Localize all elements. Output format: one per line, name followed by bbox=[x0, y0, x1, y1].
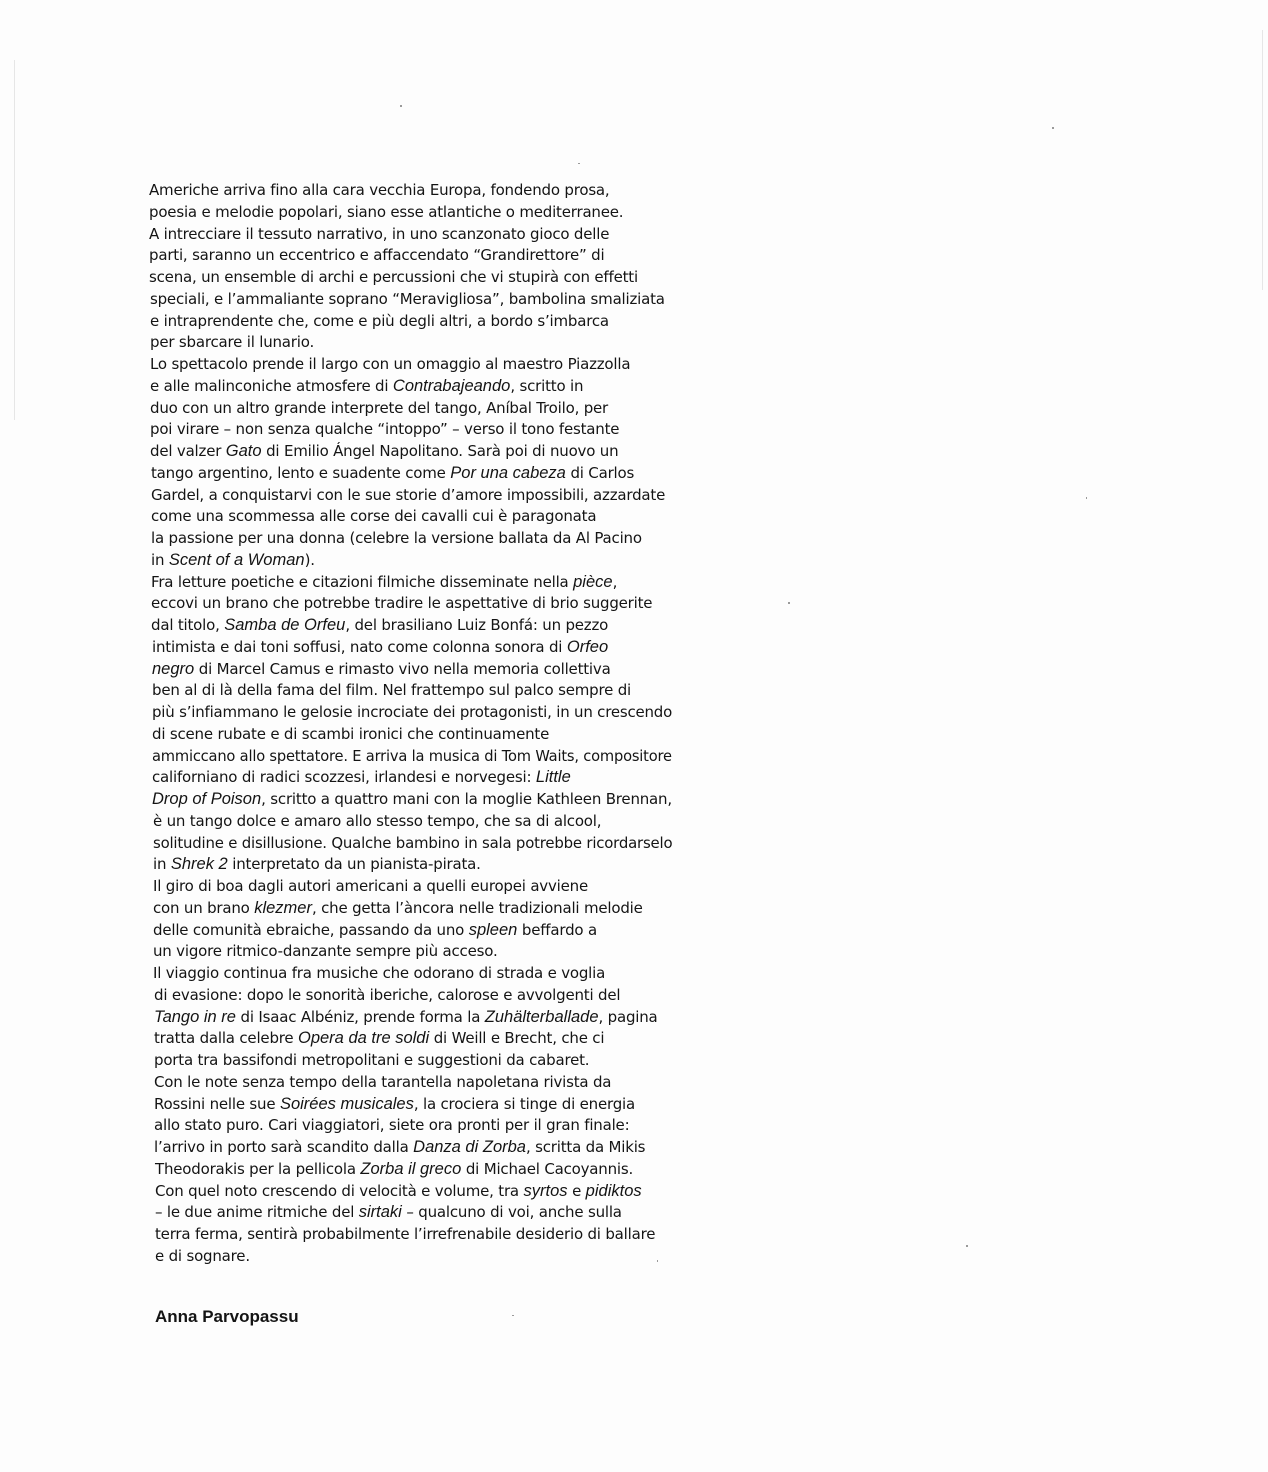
text-run: terra ferma, sentirà probabilmente l’irrefrenabile desiderio di ballare bbox=[155, 1225, 656, 1243]
text-run: di evasione: dopo le sonorità iberiche, calorose e avvolgenti del bbox=[154, 985, 621, 1004]
text-run: Fra letture poetiche e citazioni filmiche disseminate nella bbox=[151, 572, 574, 591]
text-run: tratta dalla celebre bbox=[154, 1029, 298, 1048]
italic-title: Scent of a Woman bbox=[168, 550, 305, 569]
text-run: e di sognare. bbox=[155, 1246, 250, 1265]
text-run: Lo spettacolo prende il largo con un omaggio al maestro Piazzolla bbox=[150, 355, 631, 373]
text-run: – le due anime ritmiche del bbox=[155, 1203, 359, 1222]
italic-title: Por una cabeza bbox=[450, 463, 566, 482]
text-run: in bbox=[151, 550, 169, 569]
text-run: Rossini nelle sue bbox=[154, 1094, 280, 1113]
text-line bbox=[150, 375, 583, 397]
italic-title: spleen bbox=[468, 920, 518, 939]
text-line bbox=[153, 810, 601, 832]
text-run: beffardo a bbox=[517, 920, 597, 939]
text-run: parti, saranno un eccentrico e affaccendato “Grandirettore” di bbox=[149, 246, 605, 265]
text-line bbox=[151, 571, 617, 593]
text-run: solitudine e disillusione. Qualche bambino in sala potrebbe ricordarselo bbox=[153, 833, 673, 852]
text-line bbox=[149, 266, 638, 288]
text-line bbox=[152, 658, 611, 680]
scan-speck bbox=[788, 602, 790, 604]
italic-title: klezmer bbox=[254, 898, 312, 917]
text-run: Gardel, a conquistarvi con le sue storie d’amore impossibili, azzardate bbox=[151, 485, 666, 504]
text-run: di Emilio Ángel Napolitano. Sarà poi di nuovo un bbox=[261, 442, 619, 460]
text-run: eccovi un brano che potrebbe tradire le aspettative di brio suggerite bbox=[151, 594, 653, 613]
text-run: poesia e melodie popolari, siano esse atlantiche o mediterranee. bbox=[149, 202, 624, 221]
italic-title: pièce bbox=[573, 572, 613, 591]
text-run: , scritta da Mikis bbox=[525, 1138, 646, 1156]
text-line bbox=[149, 201, 623, 223]
text-run: e bbox=[567, 1181, 586, 1200]
text-run: , pagina bbox=[598, 1007, 658, 1026]
text-run: per sbarcare il lunario. bbox=[150, 333, 315, 352]
author-signature: Anna Parvopassu bbox=[155, 1307, 299, 1326]
italic-title: Drop of Poison bbox=[152, 790, 262, 808]
text-line bbox=[154, 1049, 589, 1071]
text-run: poi virare – non senza qualche “intoppo” – verso il tono festante bbox=[150, 420, 620, 439]
text-line bbox=[153, 919, 597, 941]
text-line bbox=[150, 440, 618, 462]
text-line bbox=[154, 1093, 635, 1115]
italic-title: Contrabajeando bbox=[392, 376, 511, 395]
text-run: più s’infiammano le gelosie incrociate dei protagonisti, in un crescendo bbox=[152, 703, 673, 721]
text-run: di Carlos bbox=[565, 463, 635, 482]
text-line bbox=[150, 310, 609, 332]
text-run: , scritto a quattro mani con la moglie Kathleen Brennan, bbox=[261, 790, 672, 808]
italic-title: syrtos bbox=[523, 1181, 568, 1200]
text-run: del valzer bbox=[150, 442, 226, 460]
text-line bbox=[155, 1201, 622, 1223]
text-run: è un tango dolce e amaro allo stesso tempo, che sa di alcool, bbox=[153, 811, 602, 830]
text-run: in bbox=[153, 855, 171, 874]
text-line bbox=[149, 223, 609, 245]
text-line bbox=[151, 527, 642, 549]
text-run: delle comunità ebraiche, passando da uno bbox=[153, 920, 469, 939]
italic-title: Samba de Orfeu bbox=[224, 616, 346, 634]
text-run: Il viaggio continua fra musiche che odorano di strada e voglia bbox=[153, 964, 606, 982]
scan-speck bbox=[966, 1245, 968, 1247]
text-run: speciali, e l’ammaliante soprano “Meravigliosa”, bambolina smaliziata bbox=[150, 289, 665, 308]
text-run: – qualcuno di voi, anche sulla bbox=[401, 1203, 622, 1222]
text-line bbox=[153, 940, 498, 962]
text-run: di Weill e Brecht, che ci bbox=[429, 1029, 605, 1048]
text-line bbox=[155, 1223, 655, 1245]
text-line bbox=[152, 636, 608, 658]
italic-title: pidiktos bbox=[585, 1181, 642, 1200]
italic-title: negro bbox=[152, 659, 195, 678]
text-line bbox=[150, 418, 619, 440]
text-line bbox=[153, 832, 672, 854]
scan-edge bbox=[1262, 30, 1263, 290]
text-run: , del brasiliano Luiz Bonfá: un pezzo bbox=[345, 616, 609, 634]
italic-title: Zuhälterballade bbox=[484, 1007, 599, 1026]
text-run: Americhe arriva fino alla cara vecchia Europa, fondendo prosa, bbox=[149, 181, 610, 199]
text-run: scena, un ensemble di archi e percussioni che vi stupirà con effetti bbox=[149, 268, 638, 286]
text-line bbox=[154, 1027, 604, 1049]
text-run: di scene rubate e di scambi ironici che continuamente bbox=[152, 724, 550, 743]
text-line bbox=[151, 462, 634, 484]
scan-edge bbox=[14, 60, 15, 420]
scan-speck bbox=[512, 1315, 514, 1316]
text-line bbox=[154, 1006, 658, 1028]
scan-speck bbox=[400, 105, 402, 107]
text-run: ). bbox=[304, 550, 315, 569]
text-line bbox=[151, 614, 608, 636]
text-run: A intrecciare il tessuto narrativo, in uno scanzonato gioco delle bbox=[149, 224, 610, 243]
italic-title: Shrek 2 bbox=[170, 855, 228, 874]
text-line bbox=[151, 592, 652, 614]
text-line bbox=[151, 484, 665, 506]
text-line bbox=[153, 875, 588, 897]
text-run: porta tra bassifondi metropolitani e suggestioni da cabaret. bbox=[154, 1051, 590, 1069]
scan-speck bbox=[1052, 127, 1054, 129]
text-line bbox=[150, 397, 608, 419]
text-run: l’arrivo in porto sarà scandito dalla bbox=[154, 1138, 414, 1156]
text-line bbox=[154, 984, 620, 1006]
text-line bbox=[155, 1245, 250, 1267]
text-line bbox=[153, 962, 605, 984]
text-run: di Marcel Camus e rimasto vivo nella memoria collettiva bbox=[194, 659, 611, 678]
text-line bbox=[155, 1180, 642, 1202]
scan-speck bbox=[1086, 497, 1087, 499]
text-line bbox=[152, 679, 631, 701]
text-line bbox=[151, 505, 596, 527]
text-run: tango argentino, lento e suadente come bbox=[151, 463, 451, 482]
text-line bbox=[151, 549, 315, 571]
italic-title: Danza di Zorba bbox=[413, 1138, 526, 1156]
text-line bbox=[149, 244, 604, 266]
text-line bbox=[149, 179, 610, 201]
text-line bbox=[155, 1158, 633, 1180]
scan-speck bbox=[657, 1260, 658, 1262]
text-run: , la crociera si tinge di energia bbox=[413, 1094, 635, 1113]
italic-title: Tango in re bbox=[154, 1007, 236, 1026]
text-run: , che getta l’àncora nelle tradizionali melodie bbox=[311, 898, 643, 917]
text-run: con un brano bbox=[153, 898, 255, 917]
text-run: dal titolo, bbox=[151, 616, 225, 634]
italic-title: Opera da tre soldi bbox=[298, 1029, 430, 1048]
italic-title: Gato bbox=[225, 442, 262, 460]
italic-title: Orfeo bbox=[566, 637, 609, 656]
text-run: e intraprendente che, come e più degli altri, a bordo s’imbarca bbox=[150, 311, 609, 330]
text-run: californiano di radici scozzesi, irlandesi e norvegesi: bbox=[152, 768, 536, 787]
italic-title: Zorba il greco bbox=[360, 1159, 462, 1178]
text-run: come una scommessa alle corse dei cavalli cui è paragonata bbox=[151, 507, 597, 526]
text-line bbox=[152, 788, 672, 810]
text-line bbox=[152, 745, 672, 767]
text-run: Il giro di boa dagli autori americani a quelli europei avviene bbox=[153, 877, 588, 895]
text-line bbox=[150, 331, 314, 353]
text-run: allo stato puro. Cari viaggiatori, siete ora pronti per il gran finale: bbox=[154, 1116, 630, 1135]
text-run: interpretato da un pianista-pirata. bbox=[227, 855, 481, 874]
text-line bbox=[154, 1136, 645, 1158]
text-run: la passione per una donna (celebre la versione ballata da Al Pacino bbox=[151, 529, 642, 547]
text-run: un vigore ritmico-danzante sempre più acceso. bbox=[153, 942, 498, 961]
text-line bbox=[150, 288, 665, 310]
text-run: e alle malinconiche atmosfere di bbox=[150, 376, 393, 395]
text-line bbox=[154, 1071, 611, 1093]
italic-title: sirtaki bbox=[358, 1203, 402, 1222]
text-line bbox=[153, 853, 481, 875]
text-line bbox=[153, 897, 643, 919]
text-run: di Michael Cacoyannis. bbox=[461, 1159, 634, 1178]
text-run: , bbox=[612, 572, 618, 591]
text-run: Con quel noto crescendo di velocità e volume, tra bbox=[155, 1181, 524, 1200]
text-run: Theodorakis per la pellicola bbox=[155, 1159, 361, 1178]
italic-title: Soirées musicales bbox=[279, 1094, 414, 1113]
scan-speck bbox=[578, 163, 580, 164]
italic-title: Little bbox=[535, 768, 571, 787]
text-line bbox=[154, 1114, 629, 1136]
text-run: duo con un altro grande interprete del tango, Aníbal Troilo, per bbox=[150, 398, 609, 417]
text-run: ben al di là della fama del film. Nel frattempo sul palco sempre di bbox=[152, 681, 632, 700]
text-run: , scritto in bbox=[510, 376, 584, 395]
text-run: ammiccano allo spettatore. E arriva la musica di Tom Waits, compositore bbox=[152, 746, 672, 765]
text-run: di Isaac Albéniz, prende forma la bbox=[235, 1007, 485, 1026]
text-run: Con le note senza tempo della tarantella napoletana rivista da bbox=[154, 1072, 612, 1091]
text-line bbox=[152, 723, 549, 745]
text-line bbox=[150, 353, 630, 375]
text-run: intimista e dai toni soffusi, nato come colonna sonora di bbox=[152, 637, 567, 656]
text-line bbox=[152, 766, 571, 788]
text-line bbox=[152, 701, 672, 723]
